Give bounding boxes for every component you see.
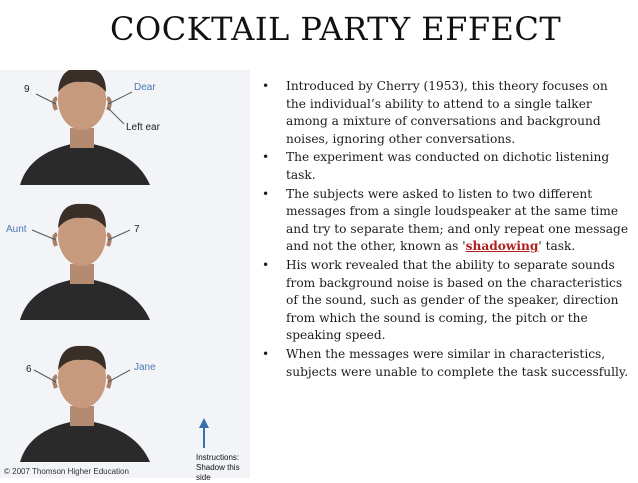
instructions-text: Shadow this side xyxy=(196,463,240,482)
shadowing-highlight: shadowing xyxy=(465,239,539,254)
panel-1-right-label: Dear xyxy=(134,82,156,93)
panel-3-right-label: Jane xyxy=(134,362,156,373)
panel-1-ear-label: Left ear xyxy=(126,122,160,133)
instructions-heading: Instructions: xyxy=(196,453,240,462)
bullet-item: • The experiment was conducted on dichotic listening task. xyxy=(258,149,630,184)
bullet-text-before: The subjects were asked to listen to two different messages from a single loudspeaker at the same time and try to separate them; and only repeat one message and not the other, known as ' xyxy=(286,186,629,254)
panel-3-left-label: 6 xyxy=(26,364,32,375)
panel-2-left-label: Aunt xyxy=(6,224,27,235)
bullet-text-after: ' task. xyxy=(538,239,576,254)
copyright-notice: © 2007 Thomson Higher Education xyxy=(4,467,129,476)
bullet-item xyxy=(258,186,630,256)
bullet-item: • Introduced by Cherry (1953), this theory focuses on the individual’s ability to attend to a single talker among a mixture of conversations and background noises, ignoring other conversations. xyxy=(258,78,630,148)
dichotic-listening-figure xyxy=(0,70,250,482)
panel-2-right-label: 7 xyxy=(134,224,140,235)
bullet-item: • His work revealed that the ability to separate sounds from background noise is based on the characteristics of the sound, such as gender of the speaker, direction from which the sound is coming, the pitch or the speaking speed. xyxy=(258,257,630,345)
panel-1-left-label: 9 xyxy=(24,84,30,95)
bullet-list xyxy=(258,78,630,382)
illustration xyxy=(0,70,250,478)
slide-title: COCKTAIL PARTY EFFECT xyxy=(110,10,562,48)
bullet-item: • When the messages were similar in characteristics, subjects were unable to complete the task successfully. xyxy=(258,346,630,381)
